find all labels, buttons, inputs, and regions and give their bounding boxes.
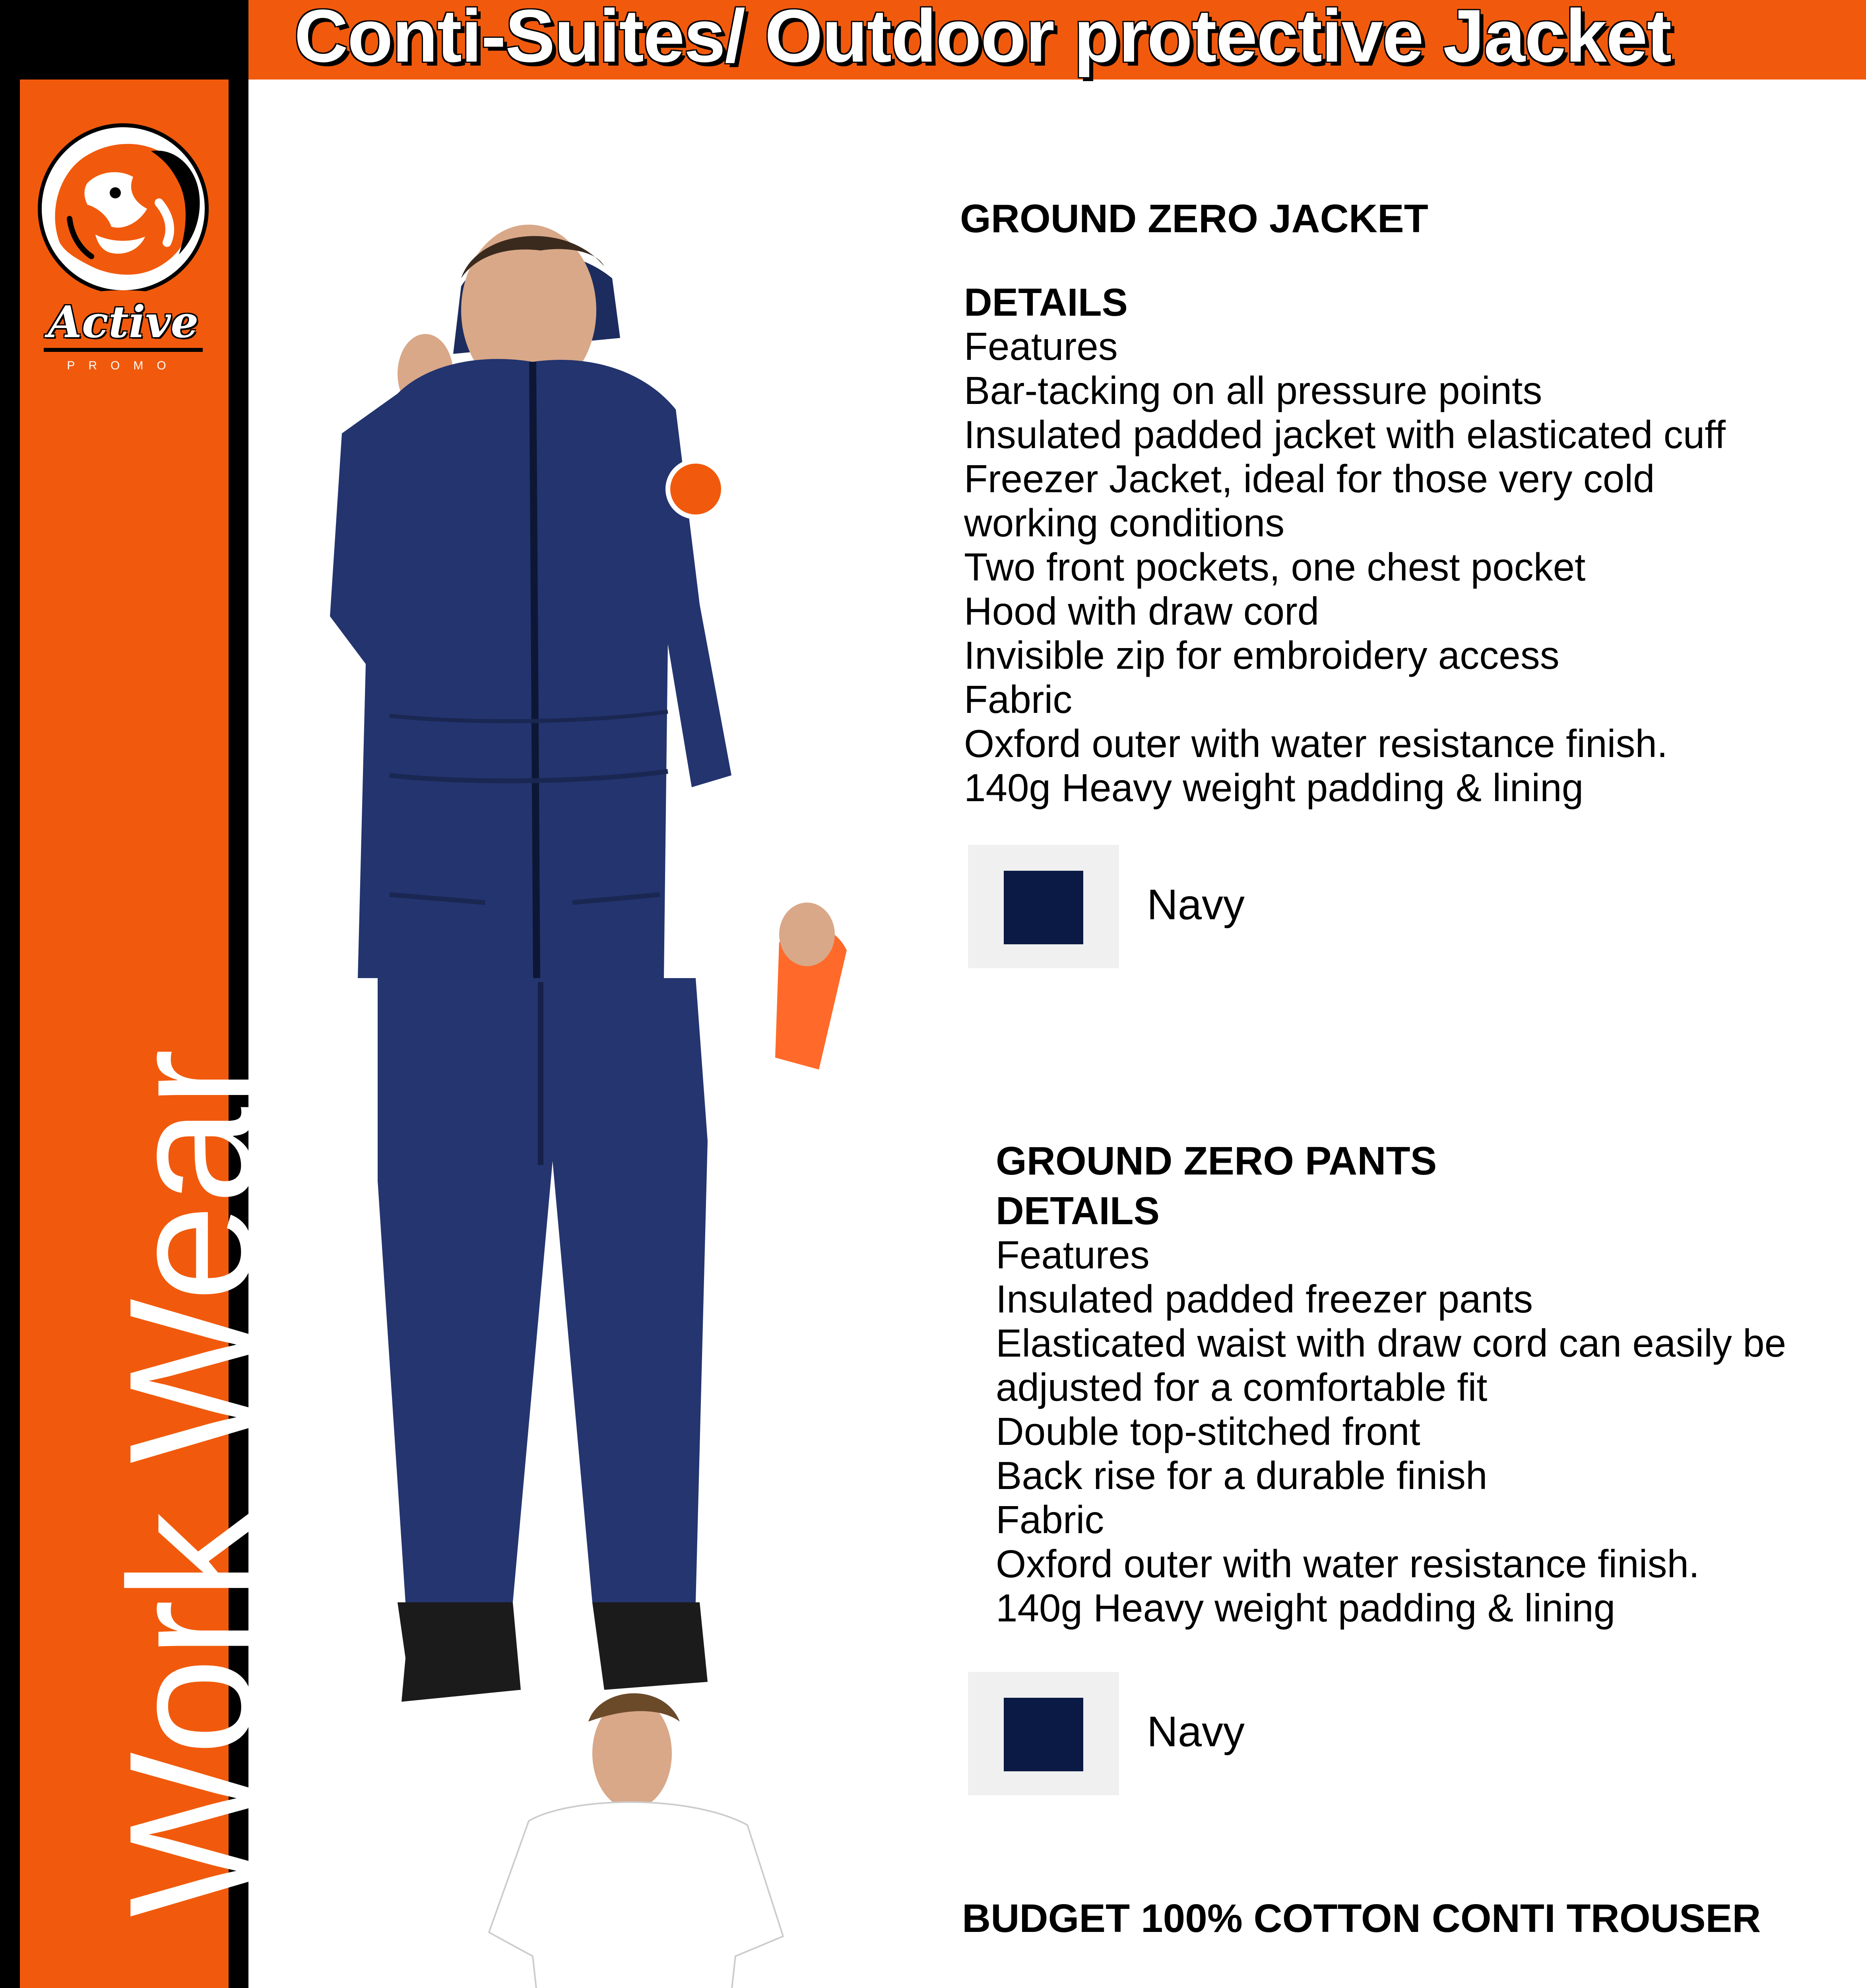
details-block-pants [996, 1189, 1786, 1630]
details-block-jacket [964, 280, 1726, 810]
detail-line: Features [996, 1233, 1150, 1277]
detail-line: 140g Heavy weight padding & lining [996, 1586, 1616, 1630]
detail-line: Features [964, 324, 1118, 368]
detail-line: Back rise for a durable finish [996, 1454, 1488, 1497]
navy-color-chip [1004, 871, 1083, 944]
color-name-pants: Navy [1147, 1707, 1245, 1755]
detail-line: Bar-tacking on all pressure points [964, 369, 1542, 412]
logo-underline [44, 348, 203, 352]
lion-logo-icon [32, 123, 215, 394]
detail-line: Elasticated waist with draw cord can easily be [996, 1321, 1786, 1365]
detail-line: Insulated padded freezer pants [996, 1277, 1533, 1321]
color-name-jacket: Navy [1147, 880, 1245, 928]
detail-line: Freezer Jacket, ideal for those very cold [964, 457, 1655, 501]
vertical-title: Work Wear [93, 1048, 288, 1918]
detail-line: Oxford outer with water resistance finish. [996, 1542, 1700, 1586]
details-heading: DETAILS [996, 1189, 1160, 1233]
active-promo-logo [32, 123, 215, 394]
orange-trouser-model-image [409, 1678, 799, 1988]
navy-color-chip [1004, 1698, 1083, 1771]
color-swatch-pants [968, 1672, 1119, 1795]
detail-line: 140g Heavy weight padding & lining [964, 766, 1584, 810]
detail-line: Hood with draw cord [964, 589, 1319, 633]
detail-line: Oxford outer with water resistance finish. [964, 722, 1668, 765]
color-swatch-jacket [968, 845, 1119, 968]
detail-line: Two front pockets, one chest pocket [964, 545, 1586, 589]
jacket-pants-model-image [262, 187, 938, 1718]
detail-line: Fabric [964, 678, 1073, 721]
detail-line: Insulated padded jacket with elasticated cuff [964, 413, 1726, 456]
detail-line: Invisible zip for embroidery access [964, 633, 1560, 677]
details-heading: DETAILS [964, 280, 1128, 324]
product-title-trouser: BUDGET 100% COTTON CONTI TROUSER [962, 1896, 1761, 1941]
detail-line: Double top-stitched front [996, 1409, 1420, 1453]
product-title-jacket: GROUND ZERO JACKET [960, 196, 1428, 241]
detail-line: Fabric [996, 1498, 1104, 1541]
page-title: Conti-Suites/ Outdoor protective Jacket [294, 0, 1671, 78]
logo-wordmark: Active [48, 296, 199, 348]
detail-line: working conditions [964, 501, 1285, 545]
product-title-pants: GROUND ZERO PANTS [996, 1139, 1437, 1183]
detail-line: adjusted for a comfortable fit [996, 1365, 1488, 1409]
logo-subtext: PROMO [67, 359, 180, 372]
